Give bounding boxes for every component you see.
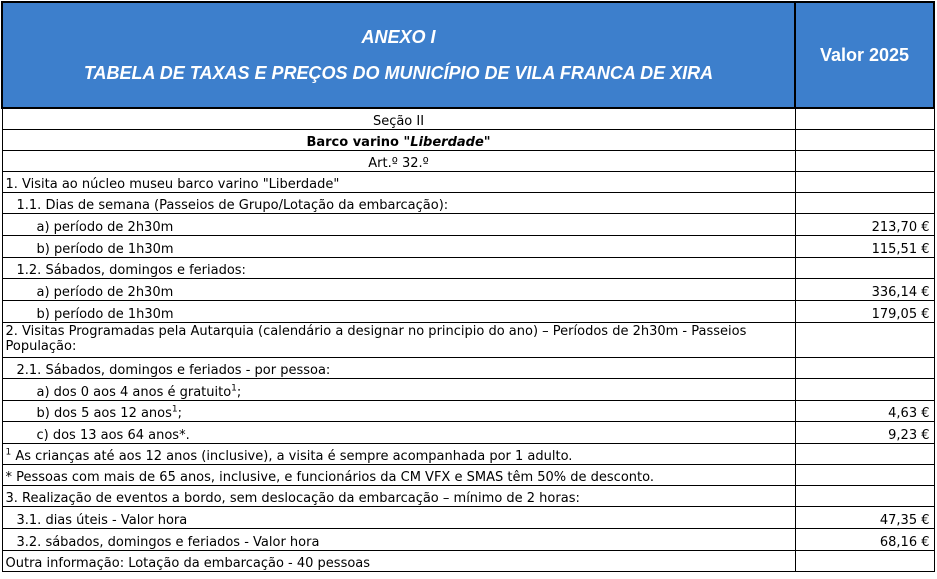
item-2-1-a [2, 378, 795, 400]
item-3: 3. Realização de eventos a bordo, sem deslocação da embarcação – mínimo de 2 horas: [2, 485, 795, 506]
item-1: 1. Visita ao núcleo museu barco varino "Liberdade" [2, 171, 795, 192]
value-cell: 336,14 € [795, 278, 934, 300]
fee-table-sheet [1, 1, 933, 572]
item-2: 2. Visitas Programadas pela Autarquia (calendário a designar no principio do ano) – Períodos de 2h30m - Passeios População: [2, 322, 795, 357]
table-row [2, 357, 934, 378]
table-row [2, 150, 934, 171]
table-title-cell [2, 2, 795, 108]
item-3-1: 3.1. dias úteis - Valor hora [2, 506, 795, 528]
footnote-2: * Pessoas com mais de 65 anos, inclusive, e funcionários da CM VFX e SMAS têm 50% de desconto. [2, 464, 795, 485]
table-row [2, 129, 934, 150]
table-row [2, 485, 934, 506]
value-cell: 68,16 € [795, 528, 934, 550]
table-row [2, 421, 934, 443]
table-row [2, 464, 934, 485]
item-1-2-b: b) período de 1h30m [2, 300, 795, 322]
article-number: Art.º 32.º [2, 150, 795, 171]
item-1-2: 1.2. Sábados, domingos e feriados: [2, 257, 795, 278]
header-row [2, 2, 934, 108]
item-1-1-a: a) período de 2h30m [2, 213, 795, 235]
footnote-ref: 1 [171, 404, 178, 415]
table-row [2, 278, 934, 300]
table-row [2, 378, 934, 400]
value-cell [795, 129, 934, 150]
item-2-1-b [2, 400, 795, 421]
value-cell [795, 192, 934, 213]
value-cell: 213,70 € [795, 213, 934, 235]
other-information: Outra informação: Lotação da embarcação - 40 pessoas [2, 550, 795, 571]
item-2-1-b-tail: ; [177, 405, 183, 421]
table-title: TABELA DE TAXAS E PREÇOS DO MUNICÍPIO DE VILA FRANCA DE XIRA [83, 63, 714, 83]
table-row [2, 171, 934, 192]
item-2-1-a-tail: ; [236, 384, 242, 400]
value-column-header: Valor 2025 [795, 2, 934, 108]
item-2-1-a-text: a) dos 0 aos 4 anos é gratuito [36, 384, 232, 400]
section-subject [2, 129, 795, 150]
value-cell [795, 357, 934, 378]
table-row [2, 506, 934, 528]
table-row [2, 443, 934, 464]
subject-name: "Liberdade" [403, 134, 491, 150]
footnote-1 [2, 443, 795, 464]
value-cell [795, 485, 934, 506]
item-3-2: 3.2. sábados, domingos e feriados - Valor hora [2, 528, 795, 550]
value-cell [795, 322, 934, 357]
value-cell: 179,05 € [795, 300, 934, 322]
table-row [2, 322, 934, 357]
table-row [2, 235, 934, 257]
item-2-1-b-text: b) dos 5 aos 12 anos [36, 405, 172, 421]
footnote-mark: 1 [5, 447, 12, 458]
table-row [2, 528, 934, 550]
subject-prefix: Barco varino [306, 134, 404, 150]
value-cell [795, 150, 934, 171]
value-cell [795, 464, 934, 485]
value-cell: 47,35 € [795, 506, 934, 528]
table-row [2, 400, 934, 421]
table-row [2, 108, 934, 129]
section-name: Seção II [2, 108, 795, 129]
value-cell [795, 257, 934, 278]
item-1-1: 1.1. Dias de semana (Passeios de Grupo/Lotação da embarcação): [2, 192, 795, 213]
value-cell: 4,63 € [795, 400, 934, 421]
table-row [2, 300, 934, 322]
table-row [2, 213, 934, 235]
fee-table [1, 1, 935, 572]
item-1-2-a: a) período de 2h30m [2, 278, 795, 300]
value-cell [795, 108, 934, 129]
table-row [2, 192, 934, 213]
value-cell [795, 171, 934, 192]
annex-title: ANEXO I [361, 27, 436, 47]
value-cell [795, 378, 934, 400]
value-cell [795, 550, 934, 571]
footnote-1-text: As crianças até aos 12 anos (inclusive), a visita é sempre acompanhada por 1 adulto. [11, 448, 573, 464]
item-1-1-b: b) período de 1h30m [2, 235, 795, 257]
item-2-1-c: c) dos 13 aos 64 anos*. [2, 421, 795, 443]
footnote-ref: 1 [231, 383, 237, 394]
table-row [2, 550, 934, 571]
table-row [2, 257, 934, 278]
item-2-1: 2.1. Sábados, domingos e feriados - por pessoa: [2, 357, 795, 378]
value-cell: 9,23 € [795, 421, 934, 443]
value-cell: 115,51 € [795, 235, 934, 257]
value-cell [795, 443, 934, 464]
